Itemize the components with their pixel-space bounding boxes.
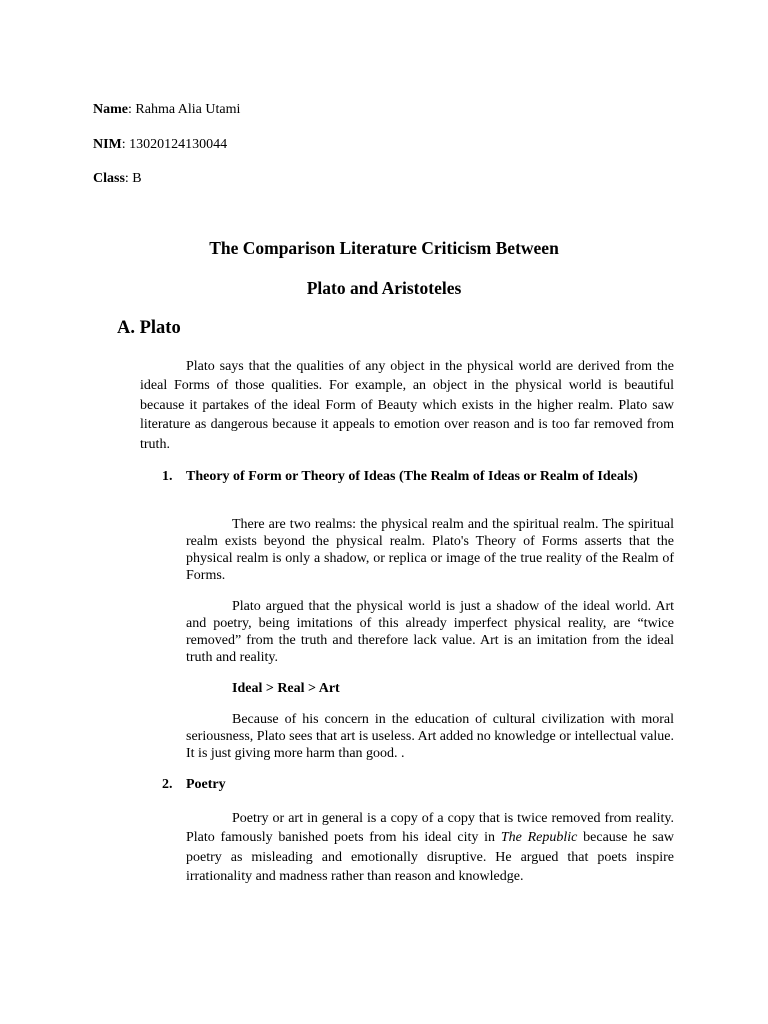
document-title-line1: The Comparison Literature Criticism Between <box>209 238 559 258</box>
class-label: Class <box>93 171 125 186</box>
subsection-1-para3-text: Because of his concern in the education of cultural civilization with moral seriousness, Plato sees that art is useless. Art added no knowledge or intellectual value. It is just giving more harm than good. . <box>186 712 674 761</box>
nim-value: : 13020124130044 <box>121 137 228 152</box>
class-value: : B <box>124 171 142 186</box>
subsection-1-title: Theory of Form or Theory of Ideas (The Realm of Ideas or Realm of Ideals) <box>186 469 638 484</box>
nim-field <box>93 136 227 154</box>
subsection-1-para3 <box>186 711 674 762</box>
subsection-1-para2 <box>186 598 674 666</box>
nim-label: NIM <box>93 137 122 152</box>
section-a-intro-text: Plato says that the qualities of any object in the physical world are derived from the ideal Forms of those qualities. For example, an object in the physical world is beautiful because it partakes of the ideal Form of Beauty which exists in the higher realm. Plato saw literature as dangerous because it appeals to emotion over reason and is too far removed from truth. <box>140 359 674 452</box>
subsection-1-para1 <box>186 516 674 584</box>
name-field <box>93 101 240 119</box>
subsection-2-title: Poetry <box>186 777 226 792</box>
subsection-1-para1-text: There are two realms: the physical realm and the spiritual realm. The spiritual realm exists beyond the physical realm. Plato's Theory of Forms asserts that the physical realm is only a shadow, or replica or image of the true reality of the Realm of Forms. <box>186 517 674 583</box>
the-republic-title: The Republic <box>500 830 578 846</box>
name-label: Name <box>93 102 128 117</box>
name-value: : Rahma Alia Utami <box>128 102 241 117</box>
subsection-2-number: 2. <box>162 777 173 792</box>
poetry-text-part1: Poetry or art in general is a copy of a copy that is twice removed from reality. Plato famously banished poets from his ideal city in <box>186 811 674 846</box>
subsection-1-para2-text: Plato argued that the physical world is just a shadow of the ideal world. Art and poetry, being imitations of this already imperfect physical reality, are “twice removed” from the truth and therefore lack value. Art is an imitation from the ideal truth and reality. <box>186 599 674 665</box>
subsection-1-number: 1. <box>162 469 173 484</box>
poetry-text-part2: because he saw poetry as misleading and emotionally disruptive. He argued that poets inspire irrationality and madness rather than reason and knowledge. <box>186 830 675 885</box>
section-a-heading: A. Plato <box>117 318 181 338</box>
class-field <box>93 170 142 188</box>
subsection-2-para1 <box>186 809 674 887</box>
document-title-line2: Plato and Aristoteles <box>306 278 462 298</box>
section-a-intro <box>140 357 674 454</box>
hierarchy-line: Ideal > Real > Art <box>232 681 340 696</box>
